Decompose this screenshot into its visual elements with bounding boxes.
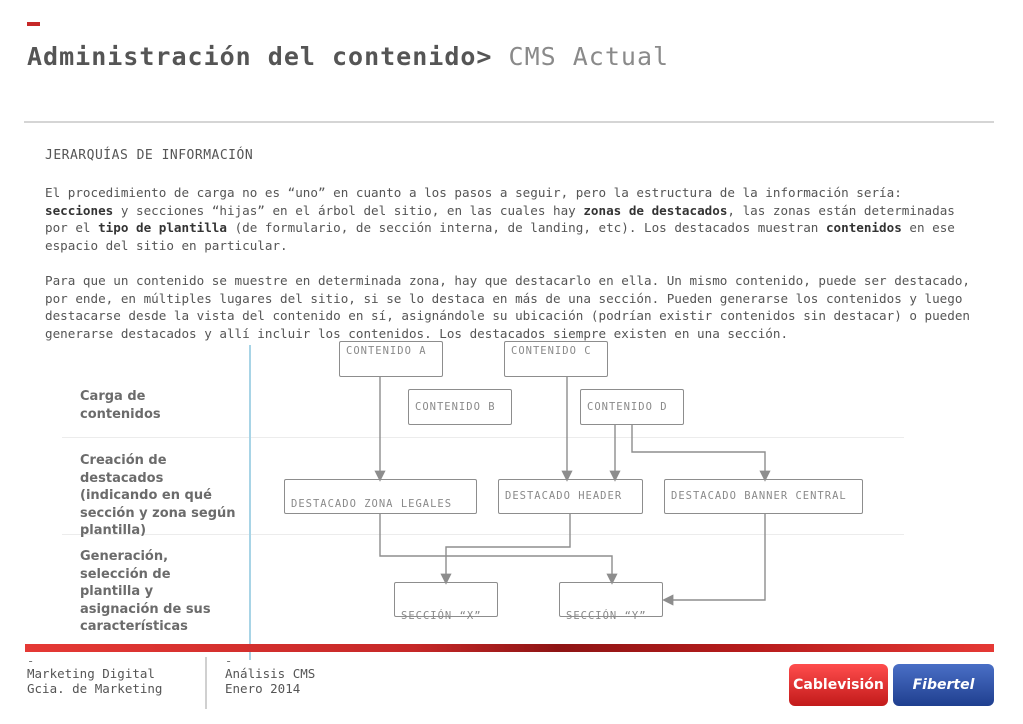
footer-left-text: Marketing Digital Gcia. de Marketing <box>27 666 163 696</box>
box-destacado-banner: DESTACADO BANNER CENTRAL <box>664 479 863 514</box>
row-label-carga: Carga de contenidos <box>80 389 161 422</box>
paragraph-2: Para que un contenido se muestre en determinada zona, hay que destacarlo en ella. Un mismo contenido, puede ser destacado, por ende, en múltiples lugares del sitio, si se lo destaca en más de una sección. Pueden generarse los contenidos y luego destacarse desde la vista del contenido en sí, asignándole su ubicación (podrían existir contenidos sin destacar) o pueden generarse destacados y allí incluir los contenidos. Los destacados siempre existen en una sección. <box>45 273 971 341</box>
box-contenido-b: CONTENIDO B <box>408 389 512 425</box>
p1-bold-plantilla: tipo de plantilla <box>98 220 227 236</box>
p1-bold-secciones: secciones <box>45 202 114 218</box>
row-label-generacion: Generación, selección de plantilla y asignación de sus características <box>80 549 211 634</box>
p1-text-4: (de formulario, de sección interna, de landing, etc). Los destacados muestran <box>226 220 826 236</box>
box-seccion-y: SECCIÓN “Y” <box>559 582 663 617</box>
footer-dash-right: - <box>225 654 233 668</box>
title-sub: CMS Actual <box>492 42 670 71</box>
section-heading: JERARQUÍAS DE INFORMACIÓN <box>45 148 254 163</box>
title-main: Administración del contenido> <box>27 42 493 71</box>
footer-divider <box>205 657 207 709</box>
footer-dash-left: - <box>27 654 35 668</box>
p1-text-1: El procedimiento de carga no es “uno” en cuanto a los pasos a seguir, pero la estructura de la información sería: <box>45 185 902 200</box>
p1-bold-contenidos: contenidos <box>825 220 902 236</box>
p1-text-2: y secciones “hijas” en el árbol del sitio, en las cuales hay <box>113 202 584 218</box>
p1-bold-zonas: zonas de destacados <box>583 202 728 218</box>
box-contenido-c: CONTENIDO C <box>504 341 608 377</box>
cablevision-logo: Cablevisión <box>789 664 888 706</box>
footer-right-text: Análisis CMS Enero 2014 <box>225 666 316 696</box>
box-destacado-legales: DESTACADO ZONA LEGALES <box>284 479 477 514</box>
box-seccion-x: SECCIÓN “X” <box>394 582 498 617</box>
row-label-creacion: Creación de destacados (indicando en qué sección y zona según plantilla) <box>80 453 236 538</box>
box-contenido-a: CONTENIDO A <box>339 341 443 377</box>
fibertel-logo: Fibertel <box>893 664 994 706</box>
p1-text-5: en ese espacio del sitio en particular. <box>45 220 955 253</box>
footer-color-bar <box>25 644 994 652</box>
box-contenido-d: CONTENIDO D <box>580 389 684 425</box>
box-destacado-header: DESTACADO HEADER <box>498 479 643 514</box>
p1-text-3: , las zonas están determinadas por el <box>45 202 955 236</box>
